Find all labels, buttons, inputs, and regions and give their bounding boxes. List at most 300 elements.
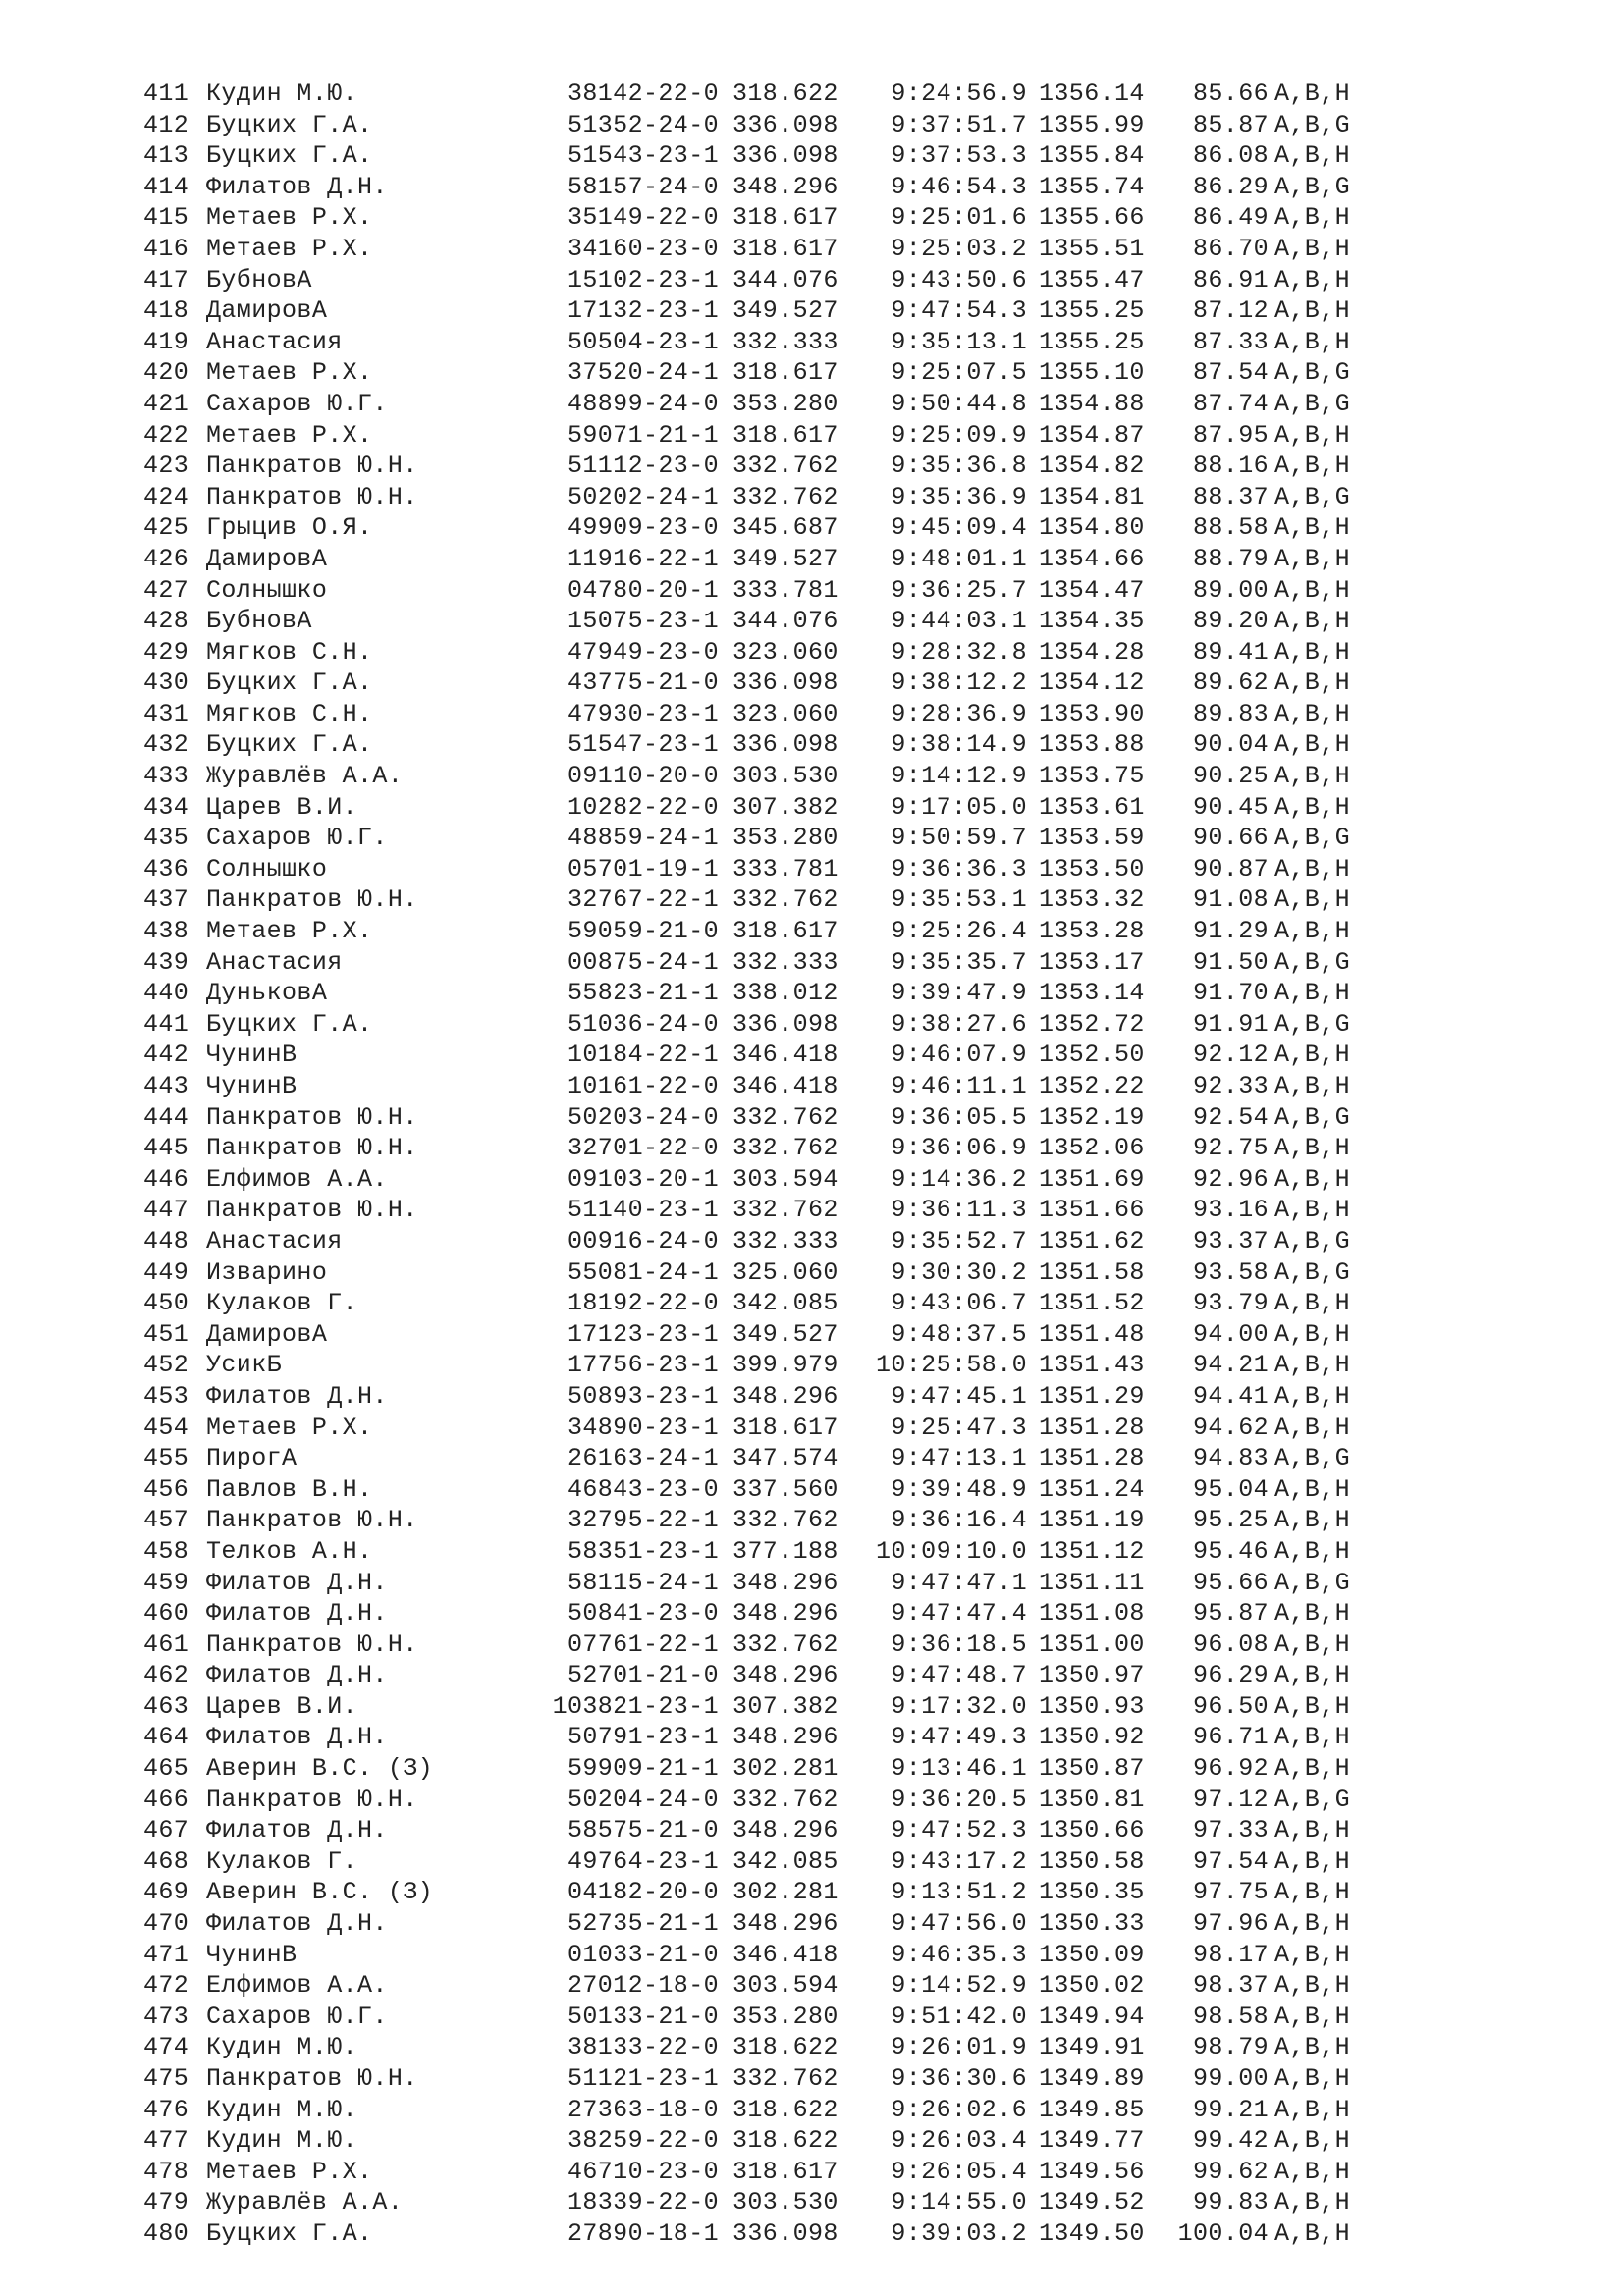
distance-cell: 346.418 — [732, 1940, 839, 1969]
participant-name-cell: ДуньковА — [206, 979, 328, 1008]
percentile-cell: 89.62 — [1192, 668, 1269, 698]
ring-id-cell: 17132-23-1 — [567, 296, 719, 326]
place-number-cell: 438 — [143, 917, 189, 946]
place-number-cell: 446 — [143, 1164, 189, 1194]
arrival-time-cell: 9:43:17.2 — [891, 1846, 1027, 1876]
category-cell: A,B,G — [1274, 110, 1351, 139]
arrival-time-cell: 9:37:51.7 — [891, 110, 1027, 139]
speed-cell: 1355.74 — [1039, 172, 1145, 201]
place-number-cell: 447 — [143, 1196, 189, 1225]
percentile-cell: 85.87 — [1192, 110, 1269, 139]
percentile-cell: 86.91 — [1192, 265, 1269, 294]
category-cell: A,B,G — [1274, 1568, 1351, 1597]
arrival-time-cell: 9:35:36.9 — [891, 482, 1027, 511]
arrival-time-cell: 9:47:47.1 — [891, 1568, 1027, 1597]
place-number-cell: 419 — [143, 327, 189, 356]
participant-name-cell: Буцких Г.А. — [206, 668, 373, 698]
distance-cell: 348.296 — [732, 1909, 839, 1939]
arrival-time-cell: 9:47:45.1 — [891, 1381, 1027, 1411]
place-number-cell: 469 — [143, 1878, 189, 1907]
percentile-cell: 91.70 — [1192, 979, 1269, 1008]
participant-name-cell: Солнышко — [206, 575, 328, 605]
ring-id-cell: 58351-23-1 — [567, 1536, 719, 1566]
ring-id-cell: 51352-24-0 — [567, 110, 719, 139]
ring-id-cell: 32701-22-0 — [567, 1134, 719, 1163]
category-cell: A,B,H — [1274, 792, 1351, 822]
percentile-cell: 86.49 — [1192, 203, 1269, 233]
distance-cell: 333.781 — [732, 854, 839, 883]
place-number-cell: 456 — [143, 1474, 189, 1504]
category-cell: A,B,H — [1274, 2157, 1351, 2186]
place-number-cell: 432 — [143, 730, 189, 760]
category-cell: A,B,G — [1274, 1102, 1351, 1132]
category-cell: A,B,H — [1274, 1536, 1351, 1566]
distance-cell: 332.333 — [732, 947, 839, 977]
category-cell: A,B,H — [1274, 1072, 1351, 1100]
percentile-cell: 98.58 — [1192, 2002, 1269, 2031]
place-number-cell: 477 — [143, 2126, 189, 2156]
percentile-cell: 96.92 — [1192, 1754, 1269, 1784]
participant-name-cell: Филатов Д.Н. — [206, 1816, 388, 1845]
distance-cell: 344.076 — [732, 265, 839, 294]
arrival-time-cell: 9:13:51.2 — [891, 1878, 1027, 1907]
category-cell: A,B,H — [1274, 296, 1351, 326]
ring-id-cell: 18339-22-0 — [567, 2188, 719, 2217]
arrival-time-cell: 9:38:12.2 — [891, 668, 1027, 698]
place-number-cell: 458 — [143, 1536, 189, 1566]
arrival-time-cell: 9:47:56.0 — [891, 1909, 1027, 1939]
percentile-cell: 99.83 — [1192, 2188, 1269, 2217]
category-cell: A,B,G — [1274, 172, 1351, 201]
participant-name-cell: Панкратов Ю.Н. — [206, 1134, 418, 1163]
distance-cell: 346.418 — [732, 1072, 839, 1100]
arrival-time-cell: 9:35:52.7 — [891, 1226, 1027, 1255]
place-number-cell: 480 — [143, 2218, 189, 2248]
arrival-time-cell: 9:25:09.9 — [891, 420, 1027, 450]
ring-id-cell: 59071-21-1 — [567, 420, 719, 450]
ring-id-cell: 52735-21-1 — [567, 1909, 719, 1939]
ring-id-cell: 51543-23-1 — [567, 141, 719, 171]
speed-cell: 1349.89 — [1039, 2064, 1145, 2093]
speed-cell: 1350.92 — [1039, 1723, 1145, 1752]
percentile-cell: 97.96 — [1192, 1909, 1269, 1939]
distance-cell: 303.530 — [732, 762, 839, 791]
percentile-cell: 96.71 — [1192, 1723, 1269, 1752]
distance-cell: 347.574 — [732, 1444, 839, 1473]
participant-name-cell: Елфимов А.А. — [206, 1164, 388, 1194]
ring-id-cell: 32767-22-1 — [567, 885, 719, 915]
participant-name-cell: Анастасия — [206, 947, 343, 977]
category-cell: A,B,H — [1274, 1041, 1351, 1070]
place-number-cell: 420 — [143, 358, 189, 388]
category-cell: A,B,H — [1274, 1940, 1351, 1969]
percentile-cell: 89.83 — [1192, 699, 1269, 728]
category-cell: A,B,G — [1274, 389, 1351, 418]
category-cell: A,B,G — [1274, 1785, 1351, 1814]
place-number-cell: 418 — [143, 296, 189, 326]
place-number-cell: 445 — [143, 1134, 189, 1163]
category-cell: A,B,H — [1274, 1351, 1351, 1380]
arrival-time-cell: 9:37:53.3 — [891, 141, 1027, 171]
speed-cell: 1350.93 — [1039, 1691, 1145, 1721]
category-cell: A,B,H — [1274, 80, 1351, 108]
speed-cell: 1352.19 — [1039, 1102, 1145, 1132]
arrival-time-cell: 9:47:54.3 — [891, 296, 1027, 326]
speed-cell: 1350.02 — [1039, 1971, 1145, 2001]
participant-name-cell: Анастасия — [206, 1226, 343, 1255]
distance-cell: 345.687 — [732, 513, 839, 543]
place-number-cell: 444 — [143, 1102, 189, 1132]
arrival-time-cell: 9:25:01.6 — [891, 203, 1027, 233]
participant-name-cell: Панкратов Ю.Н. — [206, 1196, 418, 1225]
percentile-cell: 88.37 — [1192, 482, 1269, 511]
ring-id-cell: 47930-23-1 — [567, 699, 719, 728]
participant-name-cell: БубновА — [206, 607, 312, 636]
distance-cell: 318.617 — [732, 917, 839, 946]
distance-cell: 303.530 — [732, 2188, 839, 2217]
category-cell: A,B,H — [1274, 2188, 1351, 2217]
place-number-cell: 423 — [143, 452, 189, 481]
percentile-cell: 90.25 — [1192, 762, 1269, 791]
arrival-time-cell: 9:50:44.8 — [891, 389, 1027, 418]
place-number-cell: 457 — [143, 1506, 189, 1535]
percentile-cell: 97.12 — [1192, 1785, 1269, 1814]
place-number-cell: 441 — [143, 1009, 189, 1039]
ring-id-cell: 49909-23-0 — [567, 513, 719, 543]
percentile-cell: 87.33 — [1192, 327, 1269, 356]
category-cell: A,B,H — [1274, 668, 1351, 698]
percentile-cell: 91.91 — [1192, 1009, 1269, 1039]
participant-name-cell: Буцких Г.А. — [206, 141, 373, 171]
arrival-time-cell: 9:39:03.2 — [891, 2218, 1027, 2248]
speed-cell: 1355.84 — [1039, 141, 1145, 171]
ring-id-cell: 49764-23-1 — [567, 1846, 719, 1876]
distance-cell: 332.762 — [732, 1629, 839, 1659]
speed-cell: 1354.87 — [1039, 420, 1145, 450]
ring-id-cell: 01033-21-0 — [567, 1940, 719, 1969]
participant-name-cell: Аверин В.С. (З) — [206, 1754, 434, 1784]
ring-id-cell: 15102-23-1 — [567, 265, 719, 294]
arrival-time-cell: 9:14:36.2 — [891, 1164, 1027, 1194]
ring-id-cell: 07761-22-1 — [567, 1629, 719, 1659]
distance-cell: 346.418 — [732, 1041, 839, 1070]
percentile-cell: 87.12 — [1192, 296, 1269, 326]
arrival-time-cell: 9:26:03.4 — [891, 2126, 1027, 2156]
participant-name-cell: Кулаков Г. — [206, 1846, 358, 1876]
category-cell: A,B,H — [1274, 420, 1351, 450]
category-cell: A,B,H — [1274, 607, 1351, 636]
participant-name-cell: Метаев Р.Х. — [206, 2157, 373, 2186]
distance-cell: 337.560 — [732, 1474, 839, 1504]
ring-id-cell: 10184-22-1 — [567, 1041, 719, 1070]
participant-name-cell: Мягков С.Н. — [206, 637, 373, 667]
category-cell: A,B,H — [1274, 1319, 1351, 1349]
participant-name-cell: Филатов Д.Н. — [206, 1599, 388, 1629]
place-number-cell: 465 — [143, 1754, 189, 1784]
ring-id-cell: 50504-23-1 — [567, 327, 719, 356]
place-number-cell: 428 — [143, 607, 189, 636]
arrival-time-cell: 9:45:09.4 — [891, 513, 1027, 543]
percentile-cell: 94.00 — [1192, 1319, 1269, 1349]
place-number-cell: 462 — [143, 1661, 189, 1690]
place-number-cell: 451 — [143, 1319, 189, 1349]
speed-cell: 1355.51 — [1039, 234, 1145, 263]
speed-cell: 1353.90 — [1039, 699, 1145, 728]
ring-id-cell: 51036-24-0 — [567, 1009, 719, 1039]
distance-cell: 349.527 — [732, 544, 839, 573]
participant-name-cell: Филатов Д.Н. — [206, 1661, 388, 1690]
ring-id-cell: 58575-21-0 — [567, 1816, 719, 1845]
ring-id-cell: 48859-24-1 — [567, 824, 719, 853]
participant-name-cell: Филатов Д.Н. — [206, 172, 388, 201]
place-number-cell: 415 — [143, 203, 189, 233]
speed-cell: 1350.09 — [1039, 1940, 1145, 1969]
arrival-time-cell: 9:35:35.7 — [891, 947, 1027, 977]
participant-name-cell: ЧунинВ — [206, 1072, 298, 1100]
place-number-cell: 463 — [143, 1691, 189, 1721]
arrival-time-cell: 9:28:32.8 — [891, 637, 1027, 667]
arrival-time-cell: 9:17:32.0 — [891, 1691, 1027, 1721]
arrival-time-cell: 9:36:20.5 — [891, 1785, 1027, 1814]
ring-id-cell: 37520-24-1 — [567, 358, 719, 388]
place-number-cell: 434 — [143, 792, 189, 822]
percentile-cell: 98.17 — [1192, 1940, 1269, 1969]
distance-cell: 353.280 — [732, 824, 839, 853]
category-cell: A,B,H — [1274, 1846, 1351, 1876]
place-number-cell: 430 — [143, 668, 189, 698]
distance-cell: 323.060 — [732, 637, 839, 667]
speed-cell: 1349.52 — [1039, 2188, 1145, 2217]
ring-id-cell: 51140-23-1 — [567, 1196, 719, 1225]
percentile-cell: 87.95 — [1192, 420, 1269, 450]
arrival-time-cell: 9:14:55.0 — [891, 2188, 1027, 2217]
category-cell: A,B,H — [1274, 513, 1351, 543]
place-number-cell: 470 — [143, 1909, 189, 1939]
participant-name-cell: Кудин М.Ю. — [206, 2033, 358, 2062]
participant-name-cell: Журавлёв А.А. — [206, 2188, 404, 2217]
distance-cell: 302.281 — [732, 1754, 839, 1784]
distance-cell: 348.296 — [732, 1816, 839, 1845]
distance-cell: 318.617 — [732, 2157, 839, 2186]
category-cell: A,B,H — [1274, 234, 1351, 263]
category-cell: A,B,H — [1274, 762, 1351, 791]
speed-cell: 1355.10 — [1039, 358, 1145, 388]
ring-id-cell: 00916-24-0 — [567, 1226, 719, 1255]
percentile-cell: 96.08 — [1192, 1629, 1269, 1659]
participant-name-cell: Панкратов Ю.Н. — [206, 1506, 418, 1535]
category-cell: A,B,H — [1274, 1196, 1351, 1225]
category-cell: A,B,H — [1274, 1134, 1351, 1163]
participant-name-cell: Солнышко — [206, 854, 328, 883]
speed-cell: 1350.66 — [1039, 1816, 1145, 1845]
arrival-time-cell: 9:47:48.7 — [891, 1661, 1027, 1690]
distance-cell: 318.617 — [732, 234, 839, 263]
arrival-time-cell: 9:30:30.2 — [891, 1257, 1027, 1287]
category-cell: A,B,G — [1274, 1257, 1351, 1287]
ring-id-cell: 35149-22-0 — [567, 203, 719, 233]
percentile-cell: 97.54 — [1192, 1846, 1269, 1876]
category-cell: A,B,G — [1274, 947, 1351, 977]
participant-name-cell: Филатов Д.Н. — [206, 1381, 388, 1411]
ring-id-cell: 27363-18-0 — [567, 2095, 719, 2124]
place-number-cell: 461 — [143, 1629, 189, 1659]
distance-cell: 303.594 — [732, 1164, 839, 1194]
percentile-cell: 88.58 — [1192, 513, 1269, 543]
percentile-cell: 85.66 — [1192, 80, 1269, 108]
place-number-cell: 425 — [143, 513, 189, 543]
place-number-cell: 474 — [143, 2033, 189, 2062]
arrival-time-cell: 9:39:48.9 — [891, 1474, 1027, 1504]
percentile-cell: 93.58 — [1192, 1257, 1269, 1287]
percentile-cell: 92.54 — [1192, 1102, 1269, 1132]
ring-id-cell: 38142-22-0 — [567, 80, 719, 108]
speed-cell: 1351.29 — [1039, 1381, 1145, 1411]
speed-cell: 1354.88 — [1039, 389, 1145, 418]
speed-cell: 1354.80 — [1039, 513, 1145, 543]
ring-id-cell: 47949-23-0 — [567, 637, 719, 667]
arrival-time-cell: 9:46:11.1 — [891, 1072, 1027, 1100]
category-cell: A,B,H — [1274, 141, 1351, 171]
participant-name-cell: Аверин В.С. (З) — [206, 1878, 434, 1907]
distance-cell: 348.296 — [732, 1599, 839, 1629]
distance-cell: 336.098 — [732, 2218, 839, 2248]
place-number-cell: 424 — [143, 482, 189, 511]
arrival-time-cell: 9:46:54.3 — [891, 172, 1027, 201]
ring-id-cell: 50841-23-0 — [567, 1599, 719, 1629]
arrival-time-cell: 9:43:06.7 — [891, 1289, 1027, 1318]
place-number-cell: 455 — [143, 1444, 189, 1473]
category-cell: A,B,H — [1274, 730, 1351, 760]
percentile-cell: 89.00 — [1192, 575, 1269, 605]
place-number-cell: 436 — [143, 854, 189, 883]
percentile-cell: 88.79 — [1192, 544, 1269, 573]
participant-name-cell: Буцких Г.А. — [206, 110, 373, 139]
ring-id-cell: 04780-20-1 — [567, 575, 719, 605]
distance-cell: 318.617 — [732, 358, 839, 388]
distance-cell: 307.382 — [732, 792, 839, 822]
distance-cell: 318.617 — [732, 1413, 839, 1442]
ring-id-cell: 38133-22-0 — [567, 2033, 719, 2062]
category-cell: A,B,H — [1274, 1381, 1351, 1411]
distance-cell: 318.622 — [732, 2033, 839, 2062]
category-cell: A,B,H — [1274, 544, 1351, 573]
ring-id-cell: 51547-23-1 — [567, 730, 719, 760]
speed-cell: 1349.94 — [1039, 2002, 1145, 2031]
arrival-time-cell: 9:26:02.6 — [891, 2095, 1027, 2124]
speed-cell: 1351.52 — [1039, 1289, 1145, 1318]
category-cell: A,B,H — [1274, 2126, 1351, 2156]
place-number-cell: 413 — [143, 141, 189, 171]
distance-cell: 336.098 — [732, 141, 839, 171]
category-cell: A,B,H — [1274, 2064, 1351, 2093]
distance-cell: 318.617 — [732, 420, 839, 450]
speed-cell: 1350.87 — [1039, 1754, 1145, 1784]
speed-cell: 1351.28 — [1039, 1444, 1145, 1473]
ring-id-cell: 38259-22-0 — [567, 2126, 719, 2156]
place-number-cell: 459 — [143, 1568, 189, 1597]
arrival-time-cell: 9:36:18.5 — [891, 1629, 1027, 1659]
arrival-time-cell: 9:48:37.5 — [891, 1319, 1027, 1349]
percentile-cell: 91.50 — [1192, 947, 1269, 977]
arrival-time-cell: 9:17:05.0 — [891, 792, 1027, 822]
participant-name-cell: УсикБ — [206, 1351, 283, 1380]
participant-name-cell: Елфимов А.А. — [206, 1971, 388, 2001]
percentile-cell: 90.66 — [1192, 824, 1269, 853]
percentile-cell: 95.04 — [1192, 1474, 1269, 1504]
category-cell: A,B,H — [1274, 1629, 1351, 1659]
speed-cell: 1349.91 — [1039, 2033, 1145, 2062]
arrival-time-cell: 9:48:01.1 — [891, 544, 1027, 573]
speed-cell: 1355.25 — [1039, 327, 1145, 356]
place-number-cell: 429 — [143, 637, 189, 667]
percentile-cell: 97.33 — [1192, 1816, 1269, 1845]
participant-name-cell: Буцких Г.А. — [206, 730, 373, 760]
category-cell: A,B,H — [1274, 265, 1351, 294]
participant-name-cell: Грыцив О.Я. — [206, 513, 373, 543]
category-cell: A,B,H — [1274, 1909, 1351, 1939]
arrival-time-cell: 9:47:47.4 — [891, 1599, 1027, 1629]
percentile-cell: 95.66 — [1192, 1568, 1269, 1597]
speed-cell: 1353.75 — [1039, 762, 1145, 791]
speed-cell: 1351.69 — [1039, 1164, 1145, 1194]
percentile-cell: 87.74 — [1192, 389, 1269, 418]
ring-id-cell: 18192-22-0 — [567, 1289, 719, 1318]
arrival-time-cell: 9:47:52.3 — [891, 1816, 1027, 1845]
distance-cell: 332.762 — [732, 482, 839, 511]
percentile-cell: 96.50 — [1192, 1691, 1269, 1721]
place-number-cell: 417 — [143, 265, 189, 294]
arrival-time-cell: 9:36:36.3 — [891, 854, 1027, 883]
ring-id-cell: 10161-22-0 — [567, 1072, 719, 1100]
category-cell: A,B,H — [1274, 1754, 1351, 1784]
place-number-cell: 468 — [143, 1846, 189, 1876]
place-number-cell: 479 — [143, 2188, 189, 2217]
percentile-cell: 92.75 — [1192, 1134, 1269, 1163]
distance-cell: 349.527 — [732, 296, 839, 326]
distance-cell: 353.280 — [732, 389, 839, 418]
speed-cell: 1350.81 — [1039, 1785, 1145, 1814]
arrival-time-cell: 9:36:06.9 — [891, 1134, 1027, 1163]
ring-id-cell: 52701-21-0 — [567, 1661, 719, 1690]
ring-id-cell: 55081-24-1 — [567, 1257, 719, 1287]
arrival-time-cell: 9:25:26.4 — [891, 917, 1027, 946]
distance-cell: 348.296 — [732, 1661, 839, 1690]
arrival-time-cell: 9:36:16.4 — [891, 1506, 1027, 1535]
category-cell: A,B,G — [1274, 1009, 1351, 1039]
speed-cell: 1353.61 — [1039, 792, 1145, 822]
speed-cell: 1355.47 — [1039, 265, 1145, 294]
ring-id-cell: 50204-24-0 — [567, 1785, 719, 1814]
percentile-cell: 88.16 — [1192, 452, 1269, 481]
category-cell: A,B,H — [1274, 1661, 1351, 1690]
speed-cell: 1351.66 — [1039, 1196, 1145, 1225]
percentile-cell: 89.20 — [1192, 607, 1269, 636]
category-cell: A,B,H — [1274, 979, 1351, 1008]
ring-id-cell: 17756-23-1 — [567, 1351, 719, 1380]
arrival-time-cell: 9:35:13.1 — [891, 327, 1027, 356]
percentile-cell: 99.42 — [1192, 2126, 1269, 2156]
speed-cell: 1352.72 — [1039, 1009, 1145, 1039]
distance-cell: 307.382 — [732, 1691, 839, 1721]
ring-id-cell: 50202-24-1 — [567, 482, 719, 511]
place-number-cell: 467 — [143, 1816, 189, 1845]
arrival-time-cell: 9:24:56.9 — [891, 80, 1027, 108]
ring-id-cell: 55823-21-1 — [567, 979, 719, 1008]
category-cell: A,B,H — [1274, 854, 1351, 883]
distance-cell: 348.296 — [732, 172, 839, 201]
participant-name-cell: Журавлёв А.А. — [206, 762, 404, 791]
category-cell: A,B,H — [1274, 1413, 1351, 1442]
